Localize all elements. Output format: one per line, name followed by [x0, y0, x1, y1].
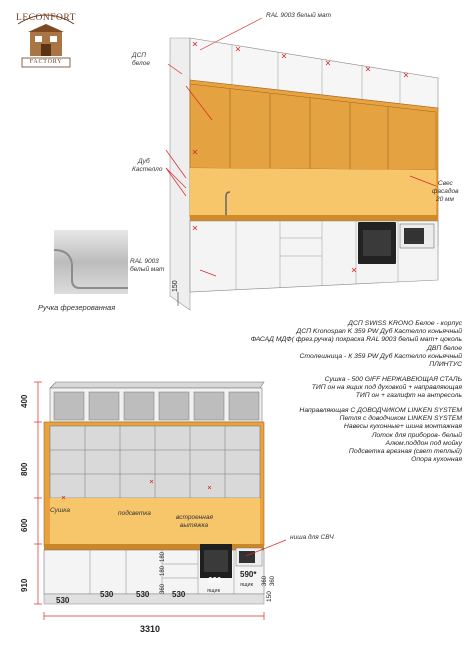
height-600: 600	[20, 518, 29, 532]
callout-ral-top: RAL 9003 белый мат	[266, 12, 332, 19]
spec-line: Навесы кухонные+ шина монтажная	[343, 423, 462, 431]
width-530-4: 530	[172, 590, 186, 599]
spec-line: ДСП Kronospan K 359 PW Дуб Кастелло коньячный	[296, 328, 462, 336]
base-height-top: 150	[172, 280, 179, 292]
callout-ral-bottom-1: RAL 9003	[130, 258, 159, 265]
spec-line: Сушка - 500 GIFF НЕРЖАВЕЮЩАЯ СТАЛЬ	[324, 376, 462, 383]
height-910: 910	[20, 578, 29, 592]
label-microwave-niche: ниша для СВЧ	[290, 534, 334, 541]
base-height-bottom: 150	[266, 591, 273, 602]
handle-profile-image	[54, 230, 128, 294]
width-530-1: 530	[56, 596, 70, 605]
spec-line: ФАСАД МДФ( фрез.ручка) покраска RAL 9003 белый мат+ цоколь	[250, 336, 462, 344]
callout-overhang-3: 20 мм	[436, 196, 454, 203]
width-530-2: 530	[100, 590, 114, 599]
drawer-height-360: 360	[160, 583, 166, 594]
drawer-height-180-1: 180	[160, 551, 166, 562]
callout-oak-1: Дуб	[138, 158, 150, 165]
height-400: 400	[20, 394, 29, 408]
handle-caption: Ручка фрезерованная	[38, 303, 116, 312]
total-width: 3310	[140, 624, 161, 634]
spec-line: Петля с доводчиком LINKEN SYSTEM	[339, 415, 462, 423]
brand-name: LECONFORT	[16, 13, 76, 23]
callout-overhang-1: Свес	[438, 180, 453, 187]
width-530-3: 530	[136, 590, 150, 599]
callout-oak-2: Кастелло	[132, 166, 163, 173]
label-lighting: подсветка	[118, 510, 151, 517]
right-height-360-2: 360	[270, 575, 276, 586]
spec-line: ТИП он на ящик под духовкой + направляющая	[311, 384, 462, 392]
width-600: 600	[208, 576, 222, 585]
label-drawer-1: ящик	[207, 588, 220, 594]
label-drawer-2: ящик	[240, 582, 253, 588]
drawer-height-180-2: 180	[160, 565, 166, 576]
spec-line: ТИП он + газлифт на антресоль	[355, 392, 462, 400]
spec-line: Подсветка врезная (свет теплый)	[348, 448, 462, 456]
spec-group-1	[210, 320, 462, 369]
spec-line: ДСП SWISS KRONO Белое - корпус	[348, 320, 462, 327]
height-800: 800	[20, 462, 29, 476]
label-hood-2: вытяжка	[180, 522, 209, 529]
spec-line: Опора кухонная	[411, 456, 462, 464]
spec-line: Алюм.поддон под мойку	[385, 439, 462, 447]
spec-line: Направляющая С ДОВОДЧИКОМ LINKEN SYSTEM	[299, 407, 462, 414]
callout-overhang-2: фасадов	[432, 188, 459, 195]
label-hood-1: встроенная	[176, 514, 213, 521]
callout-dsp-2: белое	[132, 60, 150, 67]
spec-line: ПЛИНТУС	[429, 361, 462, 369]
right-height-360-1: 360	[262, 575, 268, 586]
width-590: 590*	[240, 570, 257, 579]
spec-line: Лоток для приборов- белый	[371, 431, 462, 439]
spec-line: ДВП белое	[427, 344, 462, 352]
callout-ral-bottom-2: белый мат	[130, 266, 165, 273]
callout-dsp-1: ДСП	[132, 52, 146, 59]
handle-profile-icon	[54, 230, 128, 294]
spec-line: Столешница - К 359 PW Дуб Кастелло коньячный	[299, 352, 462, 360]
label-dryer: Сушка	[50, 507, 70, 514]
brand-subtitle: FACTORY	[29, 59, 63, 65]
